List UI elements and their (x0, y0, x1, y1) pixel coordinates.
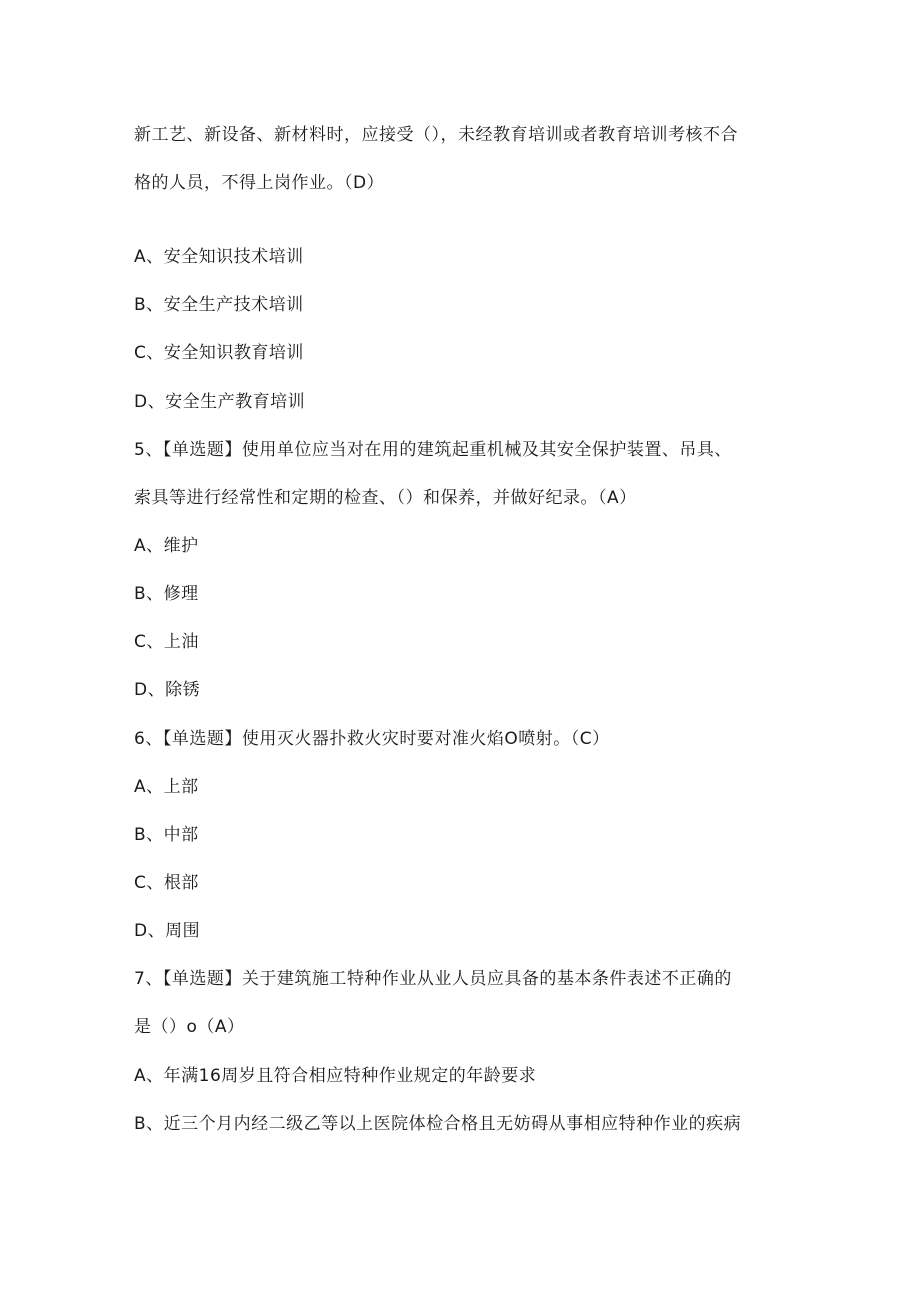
question-7-stem-line-2: 是（）o（A） (134, 1017, 245, 1037)
question-6-stem: 6、【单选题】使用灭火器扑救火灾时要对准火焰O喷射。（C） (134, 729, 610, 749)
question-5-option-d: D、除锈 (134, 680, 201, 700)
question-5-option-b: B、修理 (134, 584, 199, 604)
question-4-option-b: B、安全生产技术培训 (134, 295, 304, 315)
question-4-stem-line-1: 新工艺、新设备、新材料时，应接受（），未经教育培训或者教育培训考核不合 (134, 125, 738, 145)
question-4-option-c: C、安全知识教育培训 (134, 343, 304, 363)
question-6-option-a: A、上部 (134, 777, 199, 797)
question-7-stem-line-1: 7、【单选题】关于建筑施工特种作业从业人员应具备的基本条件表述不正确的 (134, 969, 732, 989)
question-5-option-a: A、维护 (134, 536, 199, 556)
question-6-option-c: C、根部 (134, 873, 199, 893)
question-6-option-b: B、中部 (134, 825, 199, 845)
question-5-stem-line-2: 索具等进行经常性和定期的检查、（）和保养，并做好纪录。（A） (134, 488, 637, 508)
question-7-option-a: A、年满16周岁且符合相应特种作业规定的年龄要求 (134, 1066, 537, 1086)
question-7-option-b: B、近三个月内经二级乙等以上医院体检合格且无妨碍从事相应特种作业的疾病 (134, 1114, 742, 1134)
question-4-option-d: D、安全生产教育培训 (134, 392, 306, 412)
question-5-option-c: C、上油 (134, 632, 199, 652)
question-4-stem-line-2: 格的人员，不得上岗作业。（D） (134, 173, 385, 193)
question-4-option-a: A、安全知识技术培训 (134, 247, 304, 267)
question-5-stem-line-1: 5、【单选题】使用单位应当对在用的建筑起重机械及其安全保护装置、吊具、 (134, 440, 732, 460)
question-6-option-d: D、周围 (134, 921, 201, 941)
